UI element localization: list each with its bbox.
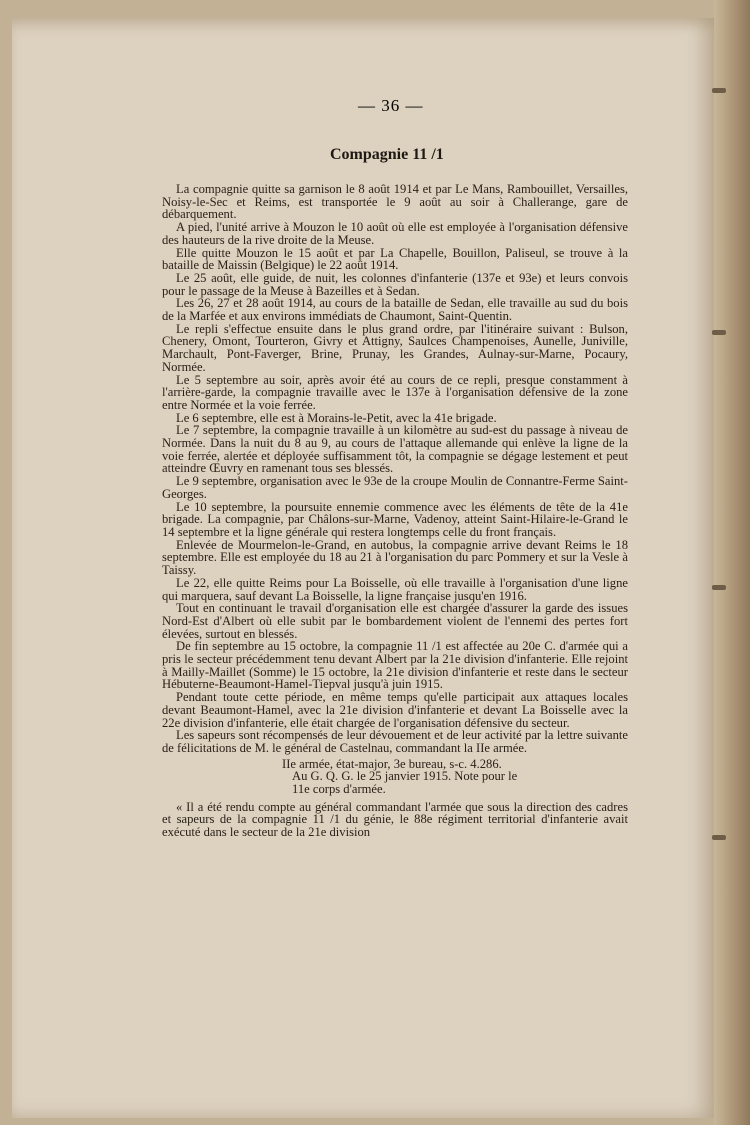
- paragraph: A pied, l'unité arrive à Mouzon le 10 août où elle est employée à l'organisation défensive des hauteurs de la rive droite de la Meuse.: [162, 220, 628, 247]
- section-title: Compagnie 11 /1: [330, 146, 444, 163]
- paragraph: Le repli s'effectue ensuite dans le plus grand ordre, par l'itinéraire suivant : Bulson, Chenery, Omont, Tourteron, Givry et Attigny, Saulces Champenoises, Aunelle, Juniville, Marchault, Pont-Faverger, Brine, Prunay, les Grandes, Aulnay-sur-Marne, Pocaury, Normée.: [162, 321, 628, 374]
- quoted-letter: « Il a été rendu compte au général commandant l'armée que sous la direction des cadres et sapeurs de la compagnie 11 /1 du génie, le 88e régiment territorial d'infanterie avait exécuté dans le secteur de la 21e division: [162, 799, 628, 840]
- paragraph: Enlevée de Mourmelon-le-Grand, en autobus, la compagnie arrive devant Reims le 18 septembre. Elle est employée du 18 au 21 à l'organisation du parc Pommery et sur la Vesle à Taissy.: [162, 537, 628, 578]
- paragraph: Le 25 août, elle guide, de nuit, les colonnes d'infanterie (137e et 93e) et leurs convois pour le passage de la Meuse à Bazeilles et à Sedan.: [162, 270, 628, 298]
- reference-line: Au G. Q. G. le 25 janvier 1915. Note pour le: [292, 769, 518, 784]
- paragraph: Les 26, 27 et 28 août 1914, au cours de la bataille de Sedan, elle travaille au sud du bois de la Marfée et aux environs immédiats de Chaumont, Saint-Quentin.: [162, 296, 628, 324]
- paragraph: Le 6 septembre, elle est à Morains-le-Petit, avec la 41e brigade.: [176, 410, 497, 425]
- reference-line: 11e corps d'armée.: [292, 782, 386, 797]
- binding-stitch: [712, 330, 726, 335]
- paragraph: Le 7 septembre, la compagnie travaille à un kilomètre au sud-est du passage à niveau de Normée. Dans la nuit du 8 au 9, au cours de l'attaque allemande qui enlève la ligne de la voie ferrée, alertée et déployée suffisamment tôt, la compagnie se dégage lestement et peut atteindre Œuvry en ramenant tous ses blessés.: [162, 423, 628, 476]
- paragraph: Tout en continuant le travail d'organisation elle est chargée d'assurer la garde des issues Nord-Est d'Albert où elle subit par le bombardement violent de l'ennemi des pertes fort élevées, surtout en blessés.: [162, 601, 628, 641]
- paragraph: Les sapeurs sont récompensés de leur dévouement et de leur activité par la lettre suivante de félicitations de M. le général de Castelnau, commandant la IIe armée.: [162, 728, 628, 755]
- reference-line: IIe armée, état-major, 3e bureau, s-c. 4.286.: [282, 756, 502, 771]
- paragraph: La compagnie quitte sa garnison le 8 août 1914 et par Le Mans, Rambouillet, Versailles, Noisy-le-Sec et Reims, est transportée le 9 août au soir à Challerange, gare de débarquement.: [162, 182, 628, 222]
- book-spine-edge: [714, 0, 750, 1125]
- paragraph: Le 10 septembre, la poursuite ennemie commence avec les éléments de tête de la 41e brigade. La compagnie, par Châlons-sur-Marne, Vadenoy, atteint Saint-Hilaire-le-Grand le 14 septembre et la ligne générale qui restera longtemps celle du front français.: [162, 499, 628, 539]
- paragraph: Le 9 septembre, organisation avec le 93e de la croupe Moulin de Connantre-Ferme Saint-Georges.: [162, 474, 628, 501]
- page-number: — 36 —: [358, 96, 424, 115]
- binding-stitch: [712, 88, 726, 93]
- paragraph: Le 5 septembre au soir, après avoir été au cours de ce repli, presque constamment à l'arrière-garde, la compagnie travaille avec le 137e à l'organisation défensive de la zone entre Normée et la voie ferrée.: [162, 372, 628, 412]
- paragraph: Elle quitte Mouzon le 15 août et par La Chapelle, Bouillon, Paliseul, se trouve à la bataille de Maissin (Belgique) le 22 août 1914.: [162, 245, 628, 273]
- binding-stitch: [712, 835, 726, 840]
- paragraph: Pendant toute cette période, en même temps qu'elle participait aux attaques locales devant Beaumont-Hamel, avec la 21e division d'infanterie et devant La Boisselle avec la 22e division d'infanterie, elle était chargée de l'organisation défensive du secteur.: [162, 690, 628, 730]
- document-reference: [282, 758, 628, 796]
- binding-stitch: [712, 585, 726, 590]
- paragraph: Le 22, elle quitte Reims pour La Boisselle, où elle travaille à l'organisation d'une ligne qui marquera, sauf devant La Boisselle, la ligne française jusqu'en 1916.: [162, 575, 628, 603]
- body-text: [162, 183, 628, 839]
- paragraph: De fin septembre au 15 octobre, la compagnie 11 /1 est affectée au 20e C. d'armée qui a pris le secteur précédemment tenu devant Albert par la 21e division d'infanterie. Elle rejoint à Mailly-Maillet (Somme) le 15 octobre, la 21e division d'infanterie et reste dans le secteur Hébuterne-Beaumont-Hamel-Tiepval jusqu'à juin 1915.: [162, 639, 628, 692]
